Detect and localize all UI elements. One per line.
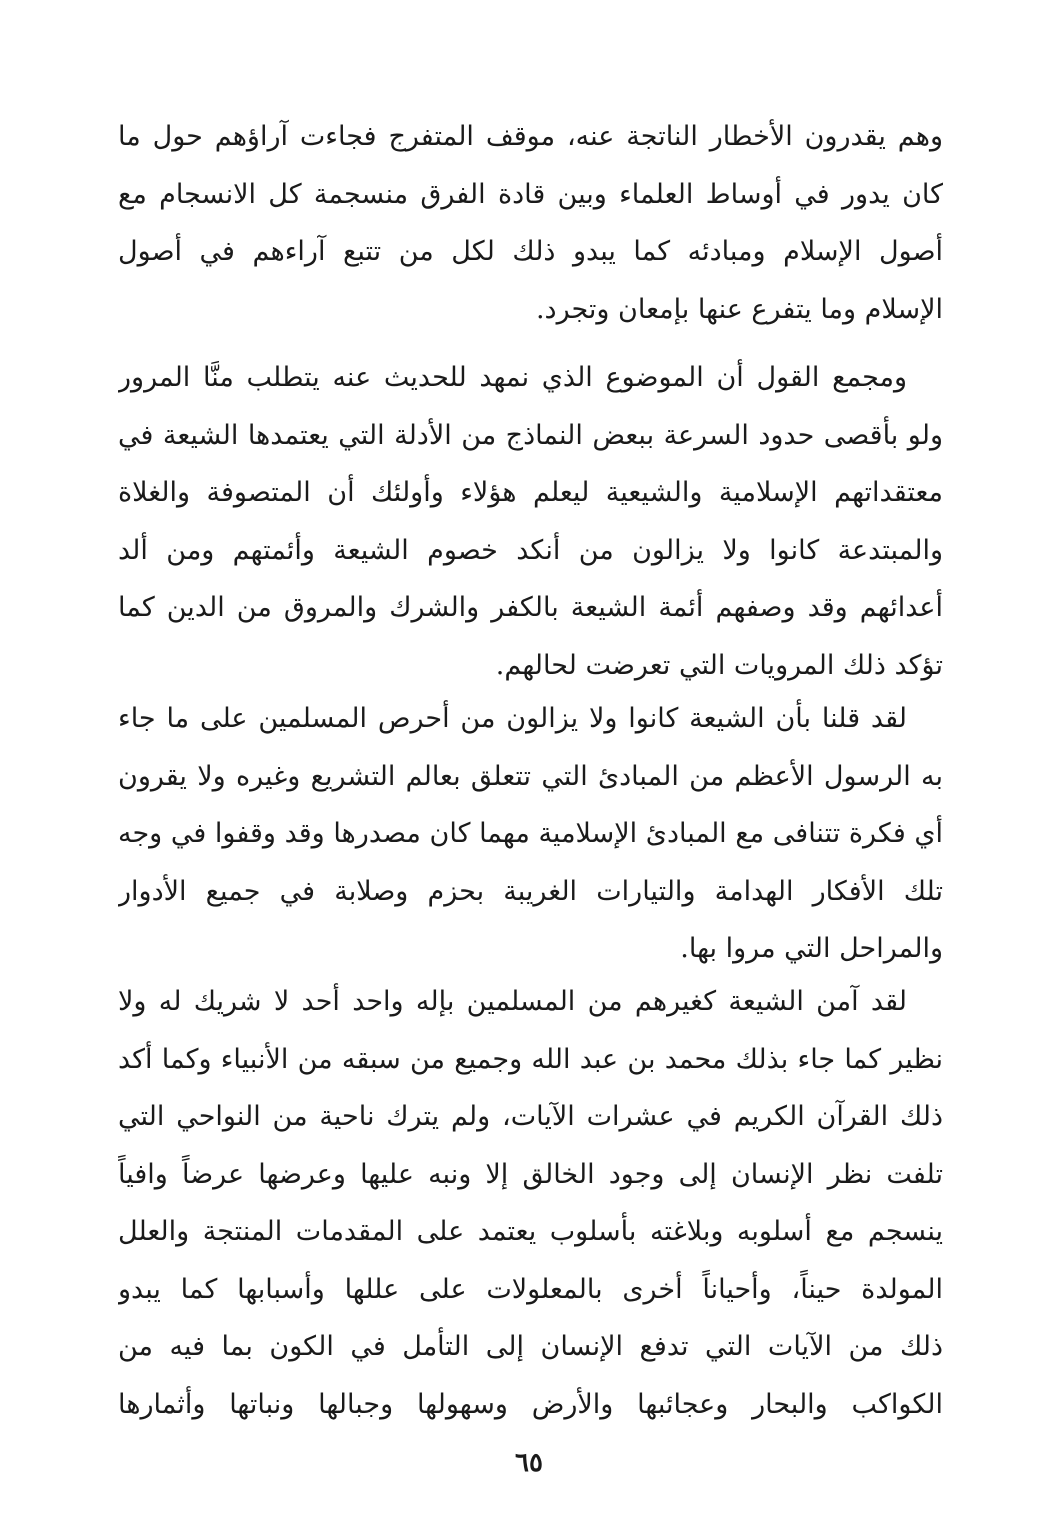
text-line: تؤكد ذلك المرويات التي تعرضت لحالهم. <box>495 649 943 681</box>
text-line: ومجمع القول أن الموضوع الذي نمهد للحديث عنه يتطلب منَّا المرور <box>118 362 907 393</box>
text-line: المولدة حيناً، وأحياناً أخرى بالمعلولات على عللها وأسبابها كما يبدو <box>118 1273 943 1305</box>
text-line: والمبتدعة كانوا ولا يزالون من أنكد خصوم الشيعة وأئمتهم ومن ألد <box>118 534 943 566</box>
text-line: نظير كما جاء بذلك محمد بن عبد الله وجميع من سبقه من الأنبياء وكما أكد <box>118 1043 943 1075</box>
page-number: ٦٥ <box>515 1448 543 1478</box>
text-line: به الرسول الأعظم من المبادئ التي تتعلق بعالم التشريع وغيره ولا يقرون <box>118 760 943 792</box>
text-line: الكواكب والبحار وعجائبها والأرض وسهولها وجبالها ونباتها وأثمارها <box>118 1388 943 1420</box>
text-line: والمراحل التي مروا بها. <box>680 933 943 964</box>
text-line: تلك الأفكار الهدامة والتيارات الغريبة بحزم وصلابة في جميع الأدوار <box>118 875 943 907</box>
text-line: ذلك من الآيات التي تدفع الإنسان إلى التأمل في الكون بما فيه من <box>118 1331 943 1362</box>
text-line: الإسلام وما يتفرع عنها بإمعان وتجرد. <box>535 293 943 325</box>
text-line: ذلك القرآن الكريم في عشرات الآيات، ولم يترك ناحية من النواحي التي <box>118 1101 943 1132</box>
text-line: أي فكرة تتنافى مع المبادئ الإسلامية مهما كان مصدرها وقد وقفوا في وجه <box>118 818 943 849</box>
text-line: معتقداتهم الإسلامية والشيعية ليعلم هؤلاء وأولئك أن المتصوفة والغلاة <box>118 477 943 508</box>
text-line: وهم يقدرون الأخطار الناتجة عنه، موقف المتفرج فجاءت آراؤهم حول ما <box>118 121 943 152</box>
text-line: لقد قلنا بأن الشيعة كانوا ولا يزالون من أحرص المسلمين على ما جاء <box>118 703 907 734</box>
paragraph-1 <box>118 108 943 338</box>
text-line: كان يدور في أوساط العلماء وبين قادة الفرق منسجمة كل الانسجام مع <box>118 178 943 210</box>
paragraph-2 <box>118 349 943 694</box>
text-line: ينسجم مع أسلوبه وبلاغته بأسلوب يعتمد على المقدمات المنتجة والعلل <box>118 1216 943 1247</box>
paragraph-3 <box>118 690 943 978</box>
text-line: ولو بأقصى حدود السرعة ببعض النماذج من الأدلة التي يعتمدها الشيعة في <box>118 419 943 451</box>
text-line: تلفت نظر الإنسان إلى وجود الخالق إلا ونبه عليها وعرضها عرضاً وافياً <box>118 1158 943 1190</box>
paragraph-4 <box>118 973 943 1433</box>
text-line: لقد آمن الشيعة كغيرهم من المسلمين بإله واحد أحد لا شريك له ولا <box>118 986 907 1017</box>
text-line: أصول الإسلام ومبادئه كما يبدو ذلك لكل من تتبع آراءهم في أصول <box>118 236 943 267</box>
text-line: أعدائهم وقد وصفهم أئمة الشيعة بالكفر والشرك والمروق من الدين كما <box>118 592 943 623</box>
